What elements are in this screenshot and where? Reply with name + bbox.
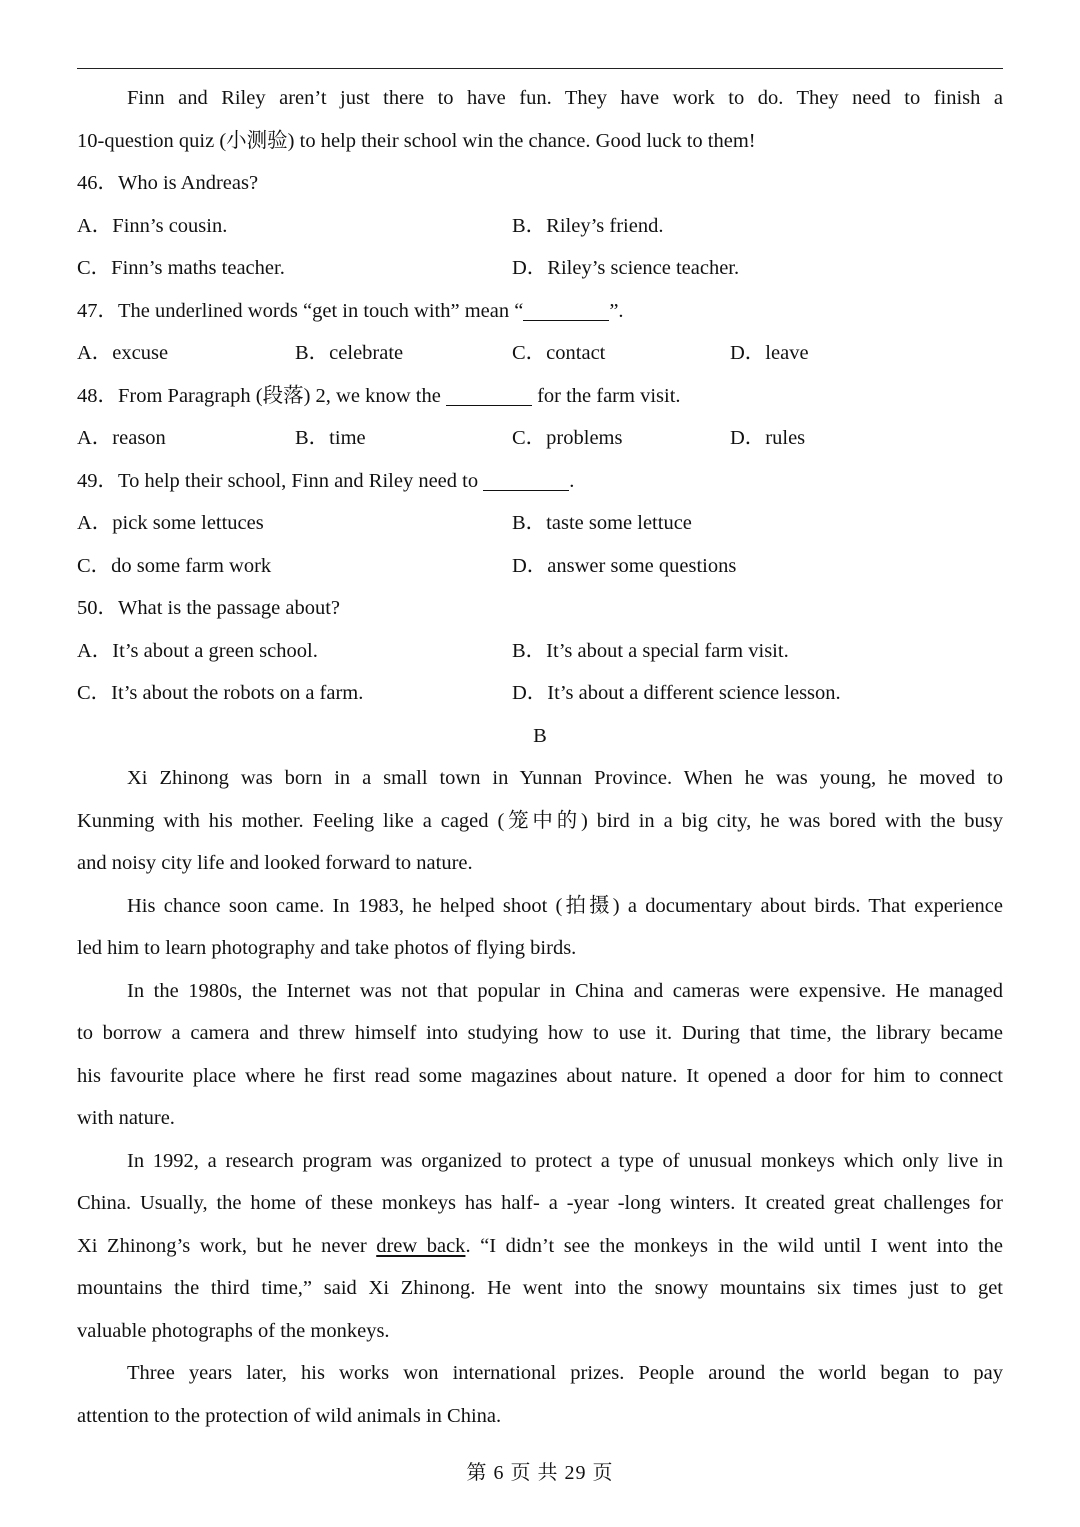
option-a: A．It’s about a green school.: [77, 639, 318, 662]
answer-blank: [483, 468, 569, 491]
question-50-options-row: [77, 630, 1003, 673]
page-body: [77, 77, 1003, 1437]
paragraph-line: with nature.: [77, 1107, 175, 1129]
intro-line: 10-question quiz (小测验) to help their school win the chance. Good luck to them!: [77, 129, 756, 152]
paragraph-line: His chance soon came. In 1983, he helped shoot (拍摄) a documentary about birds. That experience: [127, 894, 1003, 917]
paragraph-line: to borrow a camera and threw himself into studying how to use it. During that time, the library became: [77, 1022, 1003, 1044]
paragraph-line: Xi Zhinong was born in a small town in Yunnan Province. When he was young, he moved to: [127, 767, 1003, 789]
question-50-options-row: [77, 672, 1003, 715]
header-rule: [77, 68, 1003, 69]
question-49-options-row: [77, 545, 1003, 588]
option-c: C．contact: [512, 342, 606, 364]
intro-line: Finn and Riley aren’t just there to have fun. They have work to do. They need to finish a: [127, 87, 1003, 109]
option-b: B．It’s about a special farm visit.: [512, 639, 789, 662]
paragraph-line: led him to learn photography and take photos of flying birds.: [77, 937, 577, 959]
paragraph-line: Three years later, his works won international prizes. People around the world began to pay: [127, 1362, 1003, 1384]
paragraph-line: [77, 1225, 1003, 1268]
question-48-stem-text: 48．From Paragraph (段落) 2, we know the: [77, 384, 446, 407]
option-b: B．Riley’s friend.: [512, 214, 664, 237]
paragraph-line: In 1992, a research program was organized to protect a type of unusual monkeys which only live in: [127, 1149, 1003, 1172]
option-a: A．pick some lettuces: [77, 512, 264, 534]
question-47-stem-end: ”.: [609, 299, 624, 322]
option-c: C．Finn’s maths teacher.: [77, 257, 285, 279]
option-c: C．It’s about the robots on a farm.: [77, 682, 364, 704]
option-a: A．reason: [77, 427, 166, 449]
paragraph-line: attention to the protection of wild animals in China.: [77, 1404, 502, 1427]
question-49-options-row: [77, 502, 1003, 545]
paragraph: [77, 1140, 1003, 1353]
option-d: D．answer some questions: [512, 554, 737, 577]
question-46-options-row: [77, 205, 1003, 248]
question-47-options-row: [77, 332, 1003, 375]
question-49-stem: [77, 460, 1003, 503]
paragraph-line: valuable photographs of the monkeys.: [77, 1319, 390, 1342]
paragraph-line: In the 1980s, the Internet was not that popular in China and cameras were expensive. He managed: [127, 979, 1003, 1002]
question-48-stem-end: for the farm visit.: [531, 384, 681, 407]
option-c: C．problems: [512, 427, 623, 449]
section-heading: B: [533, 724, 547, 747]
paragraph-line: mountains the third time,” said Xi Zhinong. He went into the snowy mountains six times just to get: [77, 1277, 1003, 1299]
question-46-stem: 46．Who is Andreas?: [77, 172, 259, 194]
question-47-stem: [77, 290, 1003, 333]
paragraph-line: his favourite place where he first read some magazines about nature. It opened a door for him to connect: [77, 1064, 1003, 1087]
option-d: D．Riley’s science teacher.: [512, 257, 740, 279]
paragraph: [77, 885, 1003, 970]
page-number: 第 6 页 共 29 页: [466, 1462, 614, 1484]
paragraph: [77, 757, 1003, 885]
question-48-stem: [77, 375, 1003, 418]
answer-blank: [446, 383, 532, 406]
paragraph-line: and noisy city life and looked forward to nature.: [77, 852, 473, 874]
paragraph-line: China. Usually, the home of these monkeys has half- a -year -long winters. It created great challenges for: [77, 1192, 1003, 1214]
question-50-stem: 50．What is the passage about?: [77, 597, 341, 619]
question-46-options-row: [77, 247, 1003, 290]
paragraph: [77, 1352, 1003, 1437]
option-a: A．Finn’s cousin.: [77, 214, 228, 237]
question-47-stem-text: 47．The underlined words “get in touch with” mean “: [77, 299, 524, 322]
option-b: B．taste some lettuce: [512, 512, 692, 534]
option-b: B．celebrate: [295, 342, 404, 364]
option-a: A．excuse: [77, 342, 169, 364]
paragraph: [77, 970, 1003, 1140]
answer-blank: [523, 298, 609, 321]
paragraph-line: Kunming with his mother. Feeling like a caged (笼中的) bird in a big city, he was bored with the busy: [77, 809, 1003, 832]
option-d: D．leave: [730, 342, 809, 364]
paragraph-text: . “I didn’t see the monkeys in the wild until I went into the: [465, 1234, 1003, 1257]
option-b: B．time: [295, 427, 366, 449]
question-48-options-row: [77, 417, 1003, 460]
option-d: D．It’s about a different science lesson.: [512, 682, 841, 704]
paragraph-text: Xi Zhinong’s work, but he never: [77, 1234, 377, 1257]
underlined-phrase: drew back: [376, 1234, 466, 1257]
question-49-stem-end: .: [569, 469, 575, 492]
option-d: D．rules: [730, 427, 806, 449]
option-c: C．do some farm work: [77, 554, 272, 577]
question-49-stem-text: 49．To help their school, Finn and Riley need to: [77, 469, 484, 492]
